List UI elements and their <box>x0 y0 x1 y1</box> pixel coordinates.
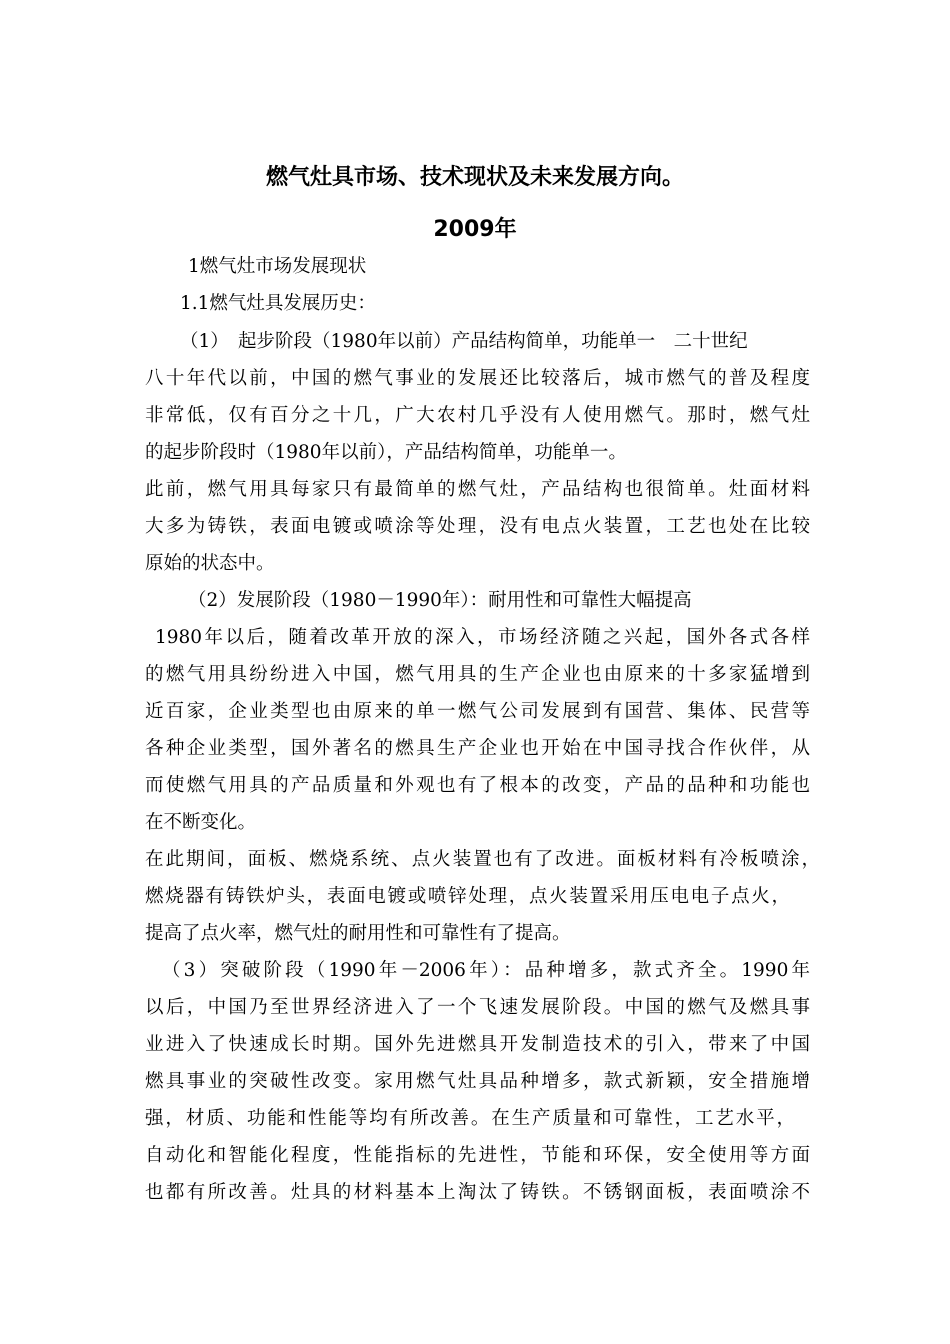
paragraph-line: 以后，中国乃至世界经济进入了一个飞速发展阶段。中国的燃气及燃具事 <box>145 997 810 1018</box>
paragraph-line: 近百家，企业类型也由原来的单一燃气公司发展到有国营、集体、民营等 <box>145 701 810 722</box>
paragraph-line: 燃烧器有铸铁炉头，表面电镀或喷锌处理，点火装置采用压电电子点火， <box>145 886 790 907</box>
paragraph-line: （2）发展阶段（1980－1990年）：耐用性和可靠性大幅提高 <box>188 590 692 611</box>
paragraph-line: 燃具事业的突破性改变。家用燃气灶具品种增多，款式新颖，安全措施增 <box>145 1071 810 1092</box>
paragraph-line: 而使燃气用具的产品质量和外观也有了根本的改变，产品的品种和功能也 <box>145 775 810 796</box>
paragraph-line: 此前，燃气用具每家只有最简单的燃气灶，产品结构也很简单。灶面材料 <box>145 479 810 500</box>
paragraph-line: 业进入了快速成长时期。国外先进燃具开发制造技术的引入，带来了中国 <box>145 1034 810 1055</box>
paragraph-line: 强，材质、功能和性能等均有所改善。在生产质量和可靠性，工艺水平， <box>145 1108 795 1129</box>
paragraph-line: （1） 起步阶段（1980年以前）产品结构简单，功能单一 二十世纪 <box>180 331 748 352</box>
section-heading: 1燃气灶市场发展现状 <box>188 256 367 277</box>
document-year: 2009年 <box>433 217 517 242</box>
paragraph-line: 在此期间，面板、燃烧系统、点火装置也有了改进。面板材料有冷板喷涂， <box>145 849 820 870</box>
paragraph-line: 在不断变化。 <box>145 812 257 833</box>
document-title: 燃气灶具市场、技术现状及未来发展方向。 <box>265 165 684 190</box>
paragraph-line: 提高了点火率，燃气灶的耐用性和可靠性有了提高。 <box>145 923 571 944</box>
subsection-heading: 1.1燃气灶具发展历史： <box>180 293 376 314</box>
paragraph-line: （3）突破阶段（1990年－2006年）：品种增多，款式齐全。1990年 <box>162 960 810 981</box>
paragraph-line: 各种企业类型，国外著名的燃具生产企业也开始在中国寻找合作伙伴，从 <box>145 738 810 759</box>
paragraph-line: 八十年代以前，中国的燃气事业的发展还比较落后，城市燃气的普及程度 <box>145 368 810 389</box>
paragraph-line: 也都有所改善。灶具的材料基本上淘汰了铸铁。不锈钢面板，表面喷涂不 <box>145 1182 810 1203</box>
paragraph-line: 大多为铸铁，表面电镀或喷涂等处理，没有电点火装置，工艺也处在比较 <box>145 516 810 537</box>
paragraph-line: 自动化和智能化程度，性能指标的先进性，节能和环保，安全使用等方面 <box>145 1145 810 1166</box>
paragraph-line: 1980年以后，随着改革开放的深入，市场经济随之兴起，国外各式各样 <box>155 627 810 648</box>
paragraph-line: 原始的状态中。 <box>145 553 275 574</box>
paragraph-line: 的起步阶段时（1980年以前），产品结构简单，功能单一。 <box>145 442 627 463</box>
paragraph-line: 的燃气用具纷纷进入中国，燃气用具的生产企业也由原来的十多家猛增到 <box>145 664 810 685</box>
paragraph-line: 非常低，仅有百分之十几，广大农村几乎没有人使用燃气。那时，燃气灶 <box>145 405 810 426</box>
